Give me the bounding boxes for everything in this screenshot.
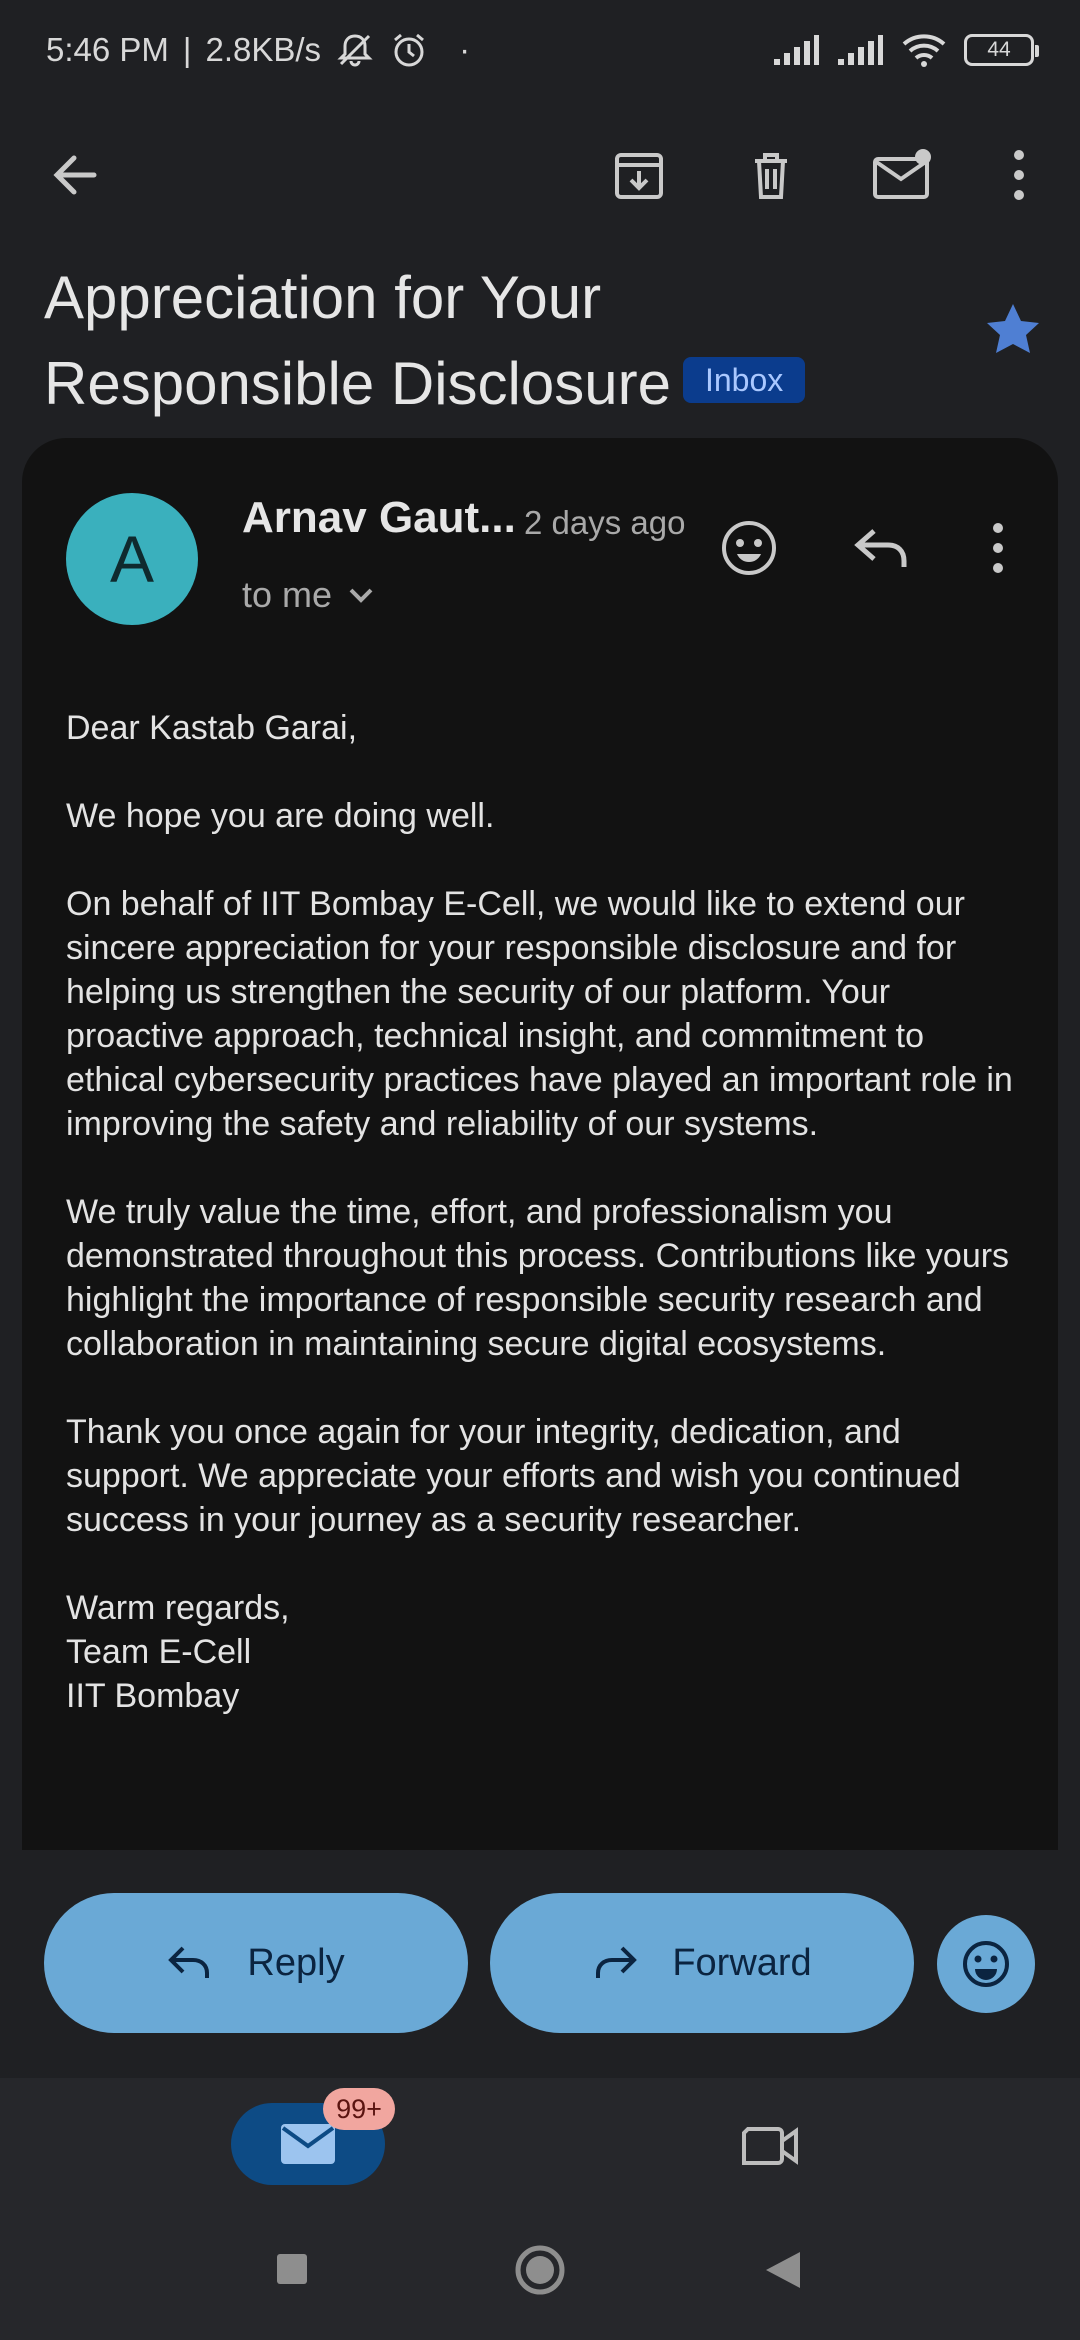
message-card xyxy=(22,438,1058,1850)
forward-label: Forward xyxy=(672,1941,812,1984)
signal-icon xyxy=(772,33,820,67)
status-separator: | xyxy=(182,31,192,68)
back-nav-button[interactable] xyxy=(764,2250,802,2290)
reply-icon xyxy=(167,1944,213,1982)
status-left xyxy=(46,30,470,70)
status-bar xyxy=(0,0,1080,100)
recipient-label: to me xyxy=(242,574,333,615)
back-button[interactable] xyxy=(30,130,120,220)
toolbar xyxy=(0,100,1080,255)
star-icon xyxy=(982,300,1044,362)
signal-icon xyxy=(836,33,884,67)
signature-line: Team E-Cell xyxy=(66,1633,252,1671)
message-more-button[interactable] xyxy=(958,508,1038,588)
subject-area xyxy=(0,255,1080,435)
inbox-label-chip[interactable]: Inbox xyxy=(683,357,805,403)
body-paragraph: On behalf of IIT Bombay E-Cell, we would like to extend our sincere appreciation for your responsible disclosure and for helping us strengthen the security of our platform. Your proactive approach, technical insight, and commitment to ethical cybersecurity practices have played an important role in improving the safety and reliability of our systems. xyxy=(66,885,1013,1143)
emoji-icon xyxy=(719,518,779,578)
battery-level: 44 xyxy=(987,38,1011,61)
delete-icon xyxy=(743,147,799,203)
mark-unread-icon xyxy=(871,147,935,203)
recents-icon xyxy=(275,2252,309,2286)
bottom-navigation xyxy=(0,2078,1080,2340)
status-time: 5:46 PM xyxy=(46,31,169,68)
more-vert-icon xyxy=(988,520,1008,576)
reply-button[interactable] xyxy=(44,1893,468,2033)
reply-label: Reply xyxy=(247,1941,345,1984)
mail-icon xyxy=(279,2122,337,2166)
subject-text: Appreciation for Your Responsible Disclosure xyxy=(44,264,671,417)
delete-button[interactable] xyxy=(726,130,816,220)
recents-button[interactable] xyxy=(275,2252,309,2286)
emoji-icon xyxy=(960,1938,1012,1990)
system-navigation xyxy=(0,2238,1080,2318)
reply-icon xyxy=(852,523,912,573)
action-bar xyxy=(0,1893,1080,2033)
forward-button[interactable] xyxy=(490,1893,914,2033)
recipient-toggle[interactable] xyxy=(242,574,374,616)
emoji-react-button[interactable] xyxy=(937,1915,1035,2013)
message-body xyxy=(66,706,1026,1718)
back-icon xyxy=(764,2250,802,2290)
reply-icon-button[interactable] xyxy=(842,508,922,588)
battery-icon xyxy=(964,34,1034,66)
status-right xyxy=(772,32,1034,68)
alarm-icon xyxy=(389,30,429,70)
signature-line: IIT Bombay xyxy=(66,1677,240,1715)
body-paragraph: We truly value the time, effort, and professionalism you demonstrated throughout this process. Contributions like yours highlight the importance of responsible security research and collaboration in maintaining secure digital ecosystems. xyxy=(66,1193,1010,1363)
avatar-letter: A xyxy=(109,522,155,596)
network-speed: 2.8KB/s xyxy=(205,31,322,68)
react-emoji-button[interactable] xyxy=(709,508,789,588)
mark-unread-button[interactable] xyxy=(858,130,948,220)
home-icon xyxy=(514,2244,566,2296)
sender-name[interactable]: Arnav Gaut... xyxy=(242,493,516,542)
status-dot: · xyxy=(459,31,471,68)
forward-icon xyxy=(592,1944,638,1982)
meet-icon xyxy=(738,2113,804,2179)
mail-count-badge: 99+ xyxy=(323,2088,395,2130)
signature-line: Warm regards, xyxy=(66,1589,290,1627)
archive-button[interactable] xyxy=(594,130,684,220)
more-vert-icon xyxy=(1009,147,1029,203)
chevron-down-icon xyxy=(348,586,374,604)
body-paragraph: We hope you are doing well. xyxy=(66,797,495,835)
avatar[interactable] xyxy=(66,493,198,625)
wifi-icon xyxy=(900,32,948,68)
star-button[interactable] xyxy=(982,300,1044,362)
mute-icon xyxy=(335,30,375,70)
archive-icon xyxy=(611,147,667,203)
signature xyxy=(66,1586,1026,1718)
message-time: 2 days ago xyxy=(524,504,686,541)
email-subject xyxy=(44,255,944,427)
more-options-button[interactable] xyxy=(974,130,1064,220)
body-paragraph: Thank you once again for your integrity, dedication, and support. We appreciate your efforts and wish you continued success in your journey as a security researcher. xyxy=(66,1413,961,1539)
home-button[interactable] xyxy=(514,2244,566,2296)
back-arrow-icon xyxy=(48,148,102,202)
nav-meet[interactable] xyxy=(738,2113,804,2179)
body-paragraph: Dear Kastab Garai, xyxy=(66,709,358,747)
